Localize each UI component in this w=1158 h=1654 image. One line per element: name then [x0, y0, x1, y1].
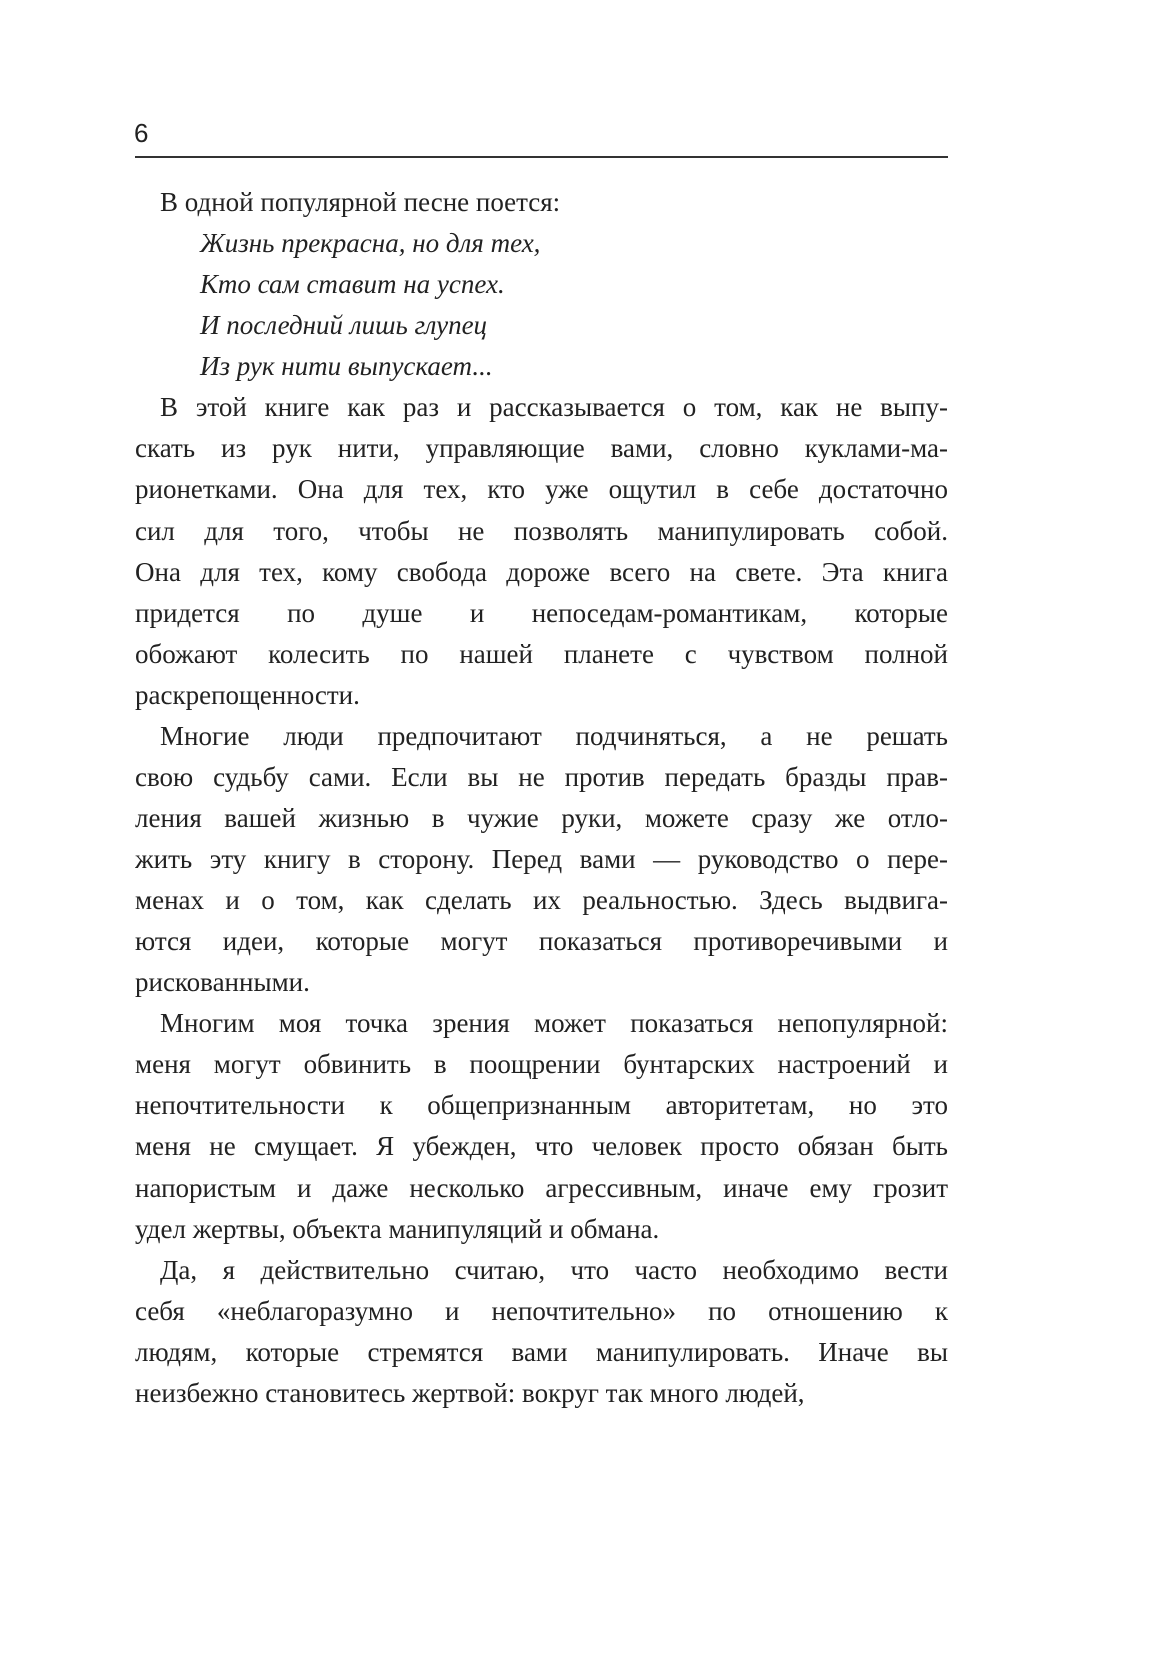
paragraph-1-line: сил для того, чтобы не позволять манипулировать собой.: [135, 515, 948, 546]
paragraph-2-line: Многие люди предпочитают подчиняться, а не решать: [160, 720, 948, 751]
paragraph-2-line: рискованными.: [135, 967, 310, 998]
paragraph-1-line: В этой книге как раз и рассказывается о том, как не выпу-: [160, 392, 948, 423]
paragraph-3-line: Многим моя точка зрения может показаться непопулярной:: [160, 1008, 948, 1039]
verse-line: Жизнь прекрасна, но для тех,: [200, 228, 541, 259]
verse-line: Из рук нити выпускает...: [200, 351, 493, 382]
paragraph-4-line: людям, которые стремятся вами манипулировать. Иначе вы: [135, 1336, 948, 1367]
paragraph-1-line: Она для тех, кому свобода дороже всего на свете. Эта книга: [135, 556, 948, 587]
paragraph-3-line: меня могут обвинить в поощрении бунтарских настроений и: [135, 1049, 948, 1080]
header-rule: [135, 156, 948, 158]
paragraph-1-line: раскрепощенности.: [135, 679, 360, 710]
paragraph-2-line: менах и о том, как сделать их реальностью. Здесь выдвига-: [135, 885, 948, 916]
paragraph-4-line: себя «неблагоразумно и непочтительно» по отношению к: [135, 1295, 948, 1326]
paragraph-1-line: придется по душе и непоседам-романтикам, которые: [135, 597, 948, 628]
body-text: [135, 182, 948, 1414]
paragraph-2-line: свою судьбу сами. Если вы не против передать бразды прав-: [135, 761, 948, 792]
paragraph-4-line: неизбежно становитесь жертвой: вокруг так много людей,: [135, 1377, 805, 1408]
verse-line: Кто сам ставит на успех.: [200, 269, 505, 300]
paragraph-4-line: Да, я действительно считаю, что часто необходимо вести: [160, 1254, 948, 1285]
paragraph-2-line: ются идеи, которые могут показаться противоречивыми и: [135, 926, 948, 957]
paragraph-2-line: ления вашей жизнью в чужие руки, можете сразу же отло-: [135, 802, 948, 833]
intro-line: В одной популярной песне поется:: [160, 187, 561, 217]
paragraph-3-line: непочтительности к общепризнанным авторитетам, но это: [135, 1090, 948, 1121]
paragraph-3-line: напористым и даже несколько агрессивным, иначе ему грозит: [135, 1172, 948, 1203]
verse-line: И последний лишь глупец: [200, 310, 488, 341]
paragraph-3-line: меня не смущает. Я убежден, что человек просто обязан быть: [135, 1131, 948, 1162]
page-number: 6: [134, 118, 149, 148]
paragraph-1-line: обожают колесить по нашей планете с чувством полной: [135, 638, 948, 669]
paragraph-3-line: удел жертвы, объекта манипуляций и обмана.: [135, 1213, 660, 1244]
paragraph-1-line: скать из рук нити, управляющие вами, словно куклами-ма-: [135, 433, 948, 464]
paragraph-1-line: рионетками. Она для тех, кто уже ощутил в себе достаточно: [135, 474, 948, 505]
paragraph-2-line: жить эту книгу в сторону. Перед вами — руководство о пере-: [135, 844, 948, 874]
